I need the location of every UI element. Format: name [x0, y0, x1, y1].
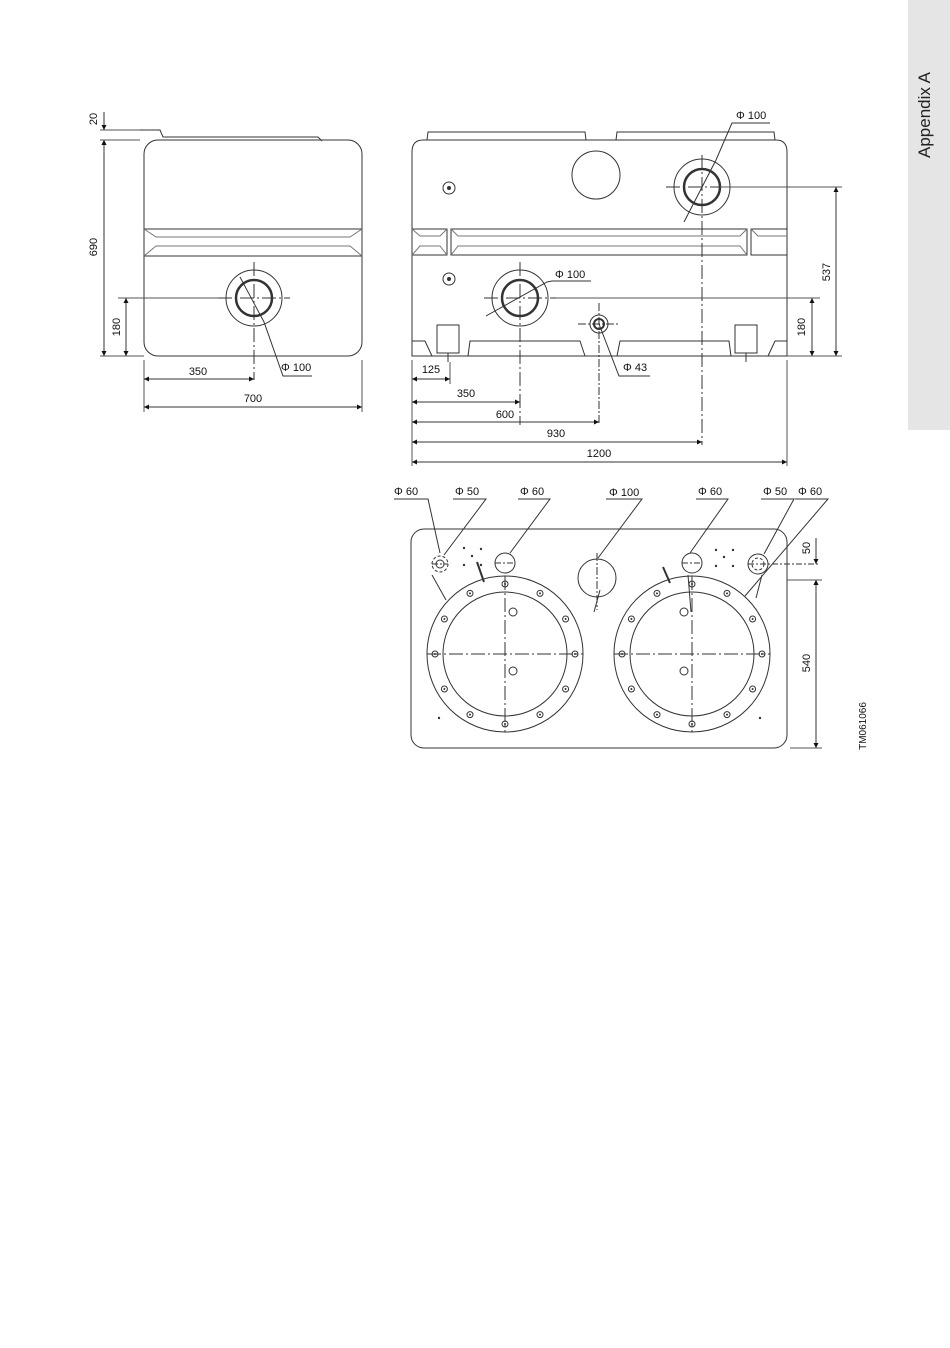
top-view-dots: [438, 547, 761, 719]
front-view: [412, 123, 842, 466]
front-foot-right: [735, 325, 757, 353]
top-left-tank-hole-b: [509, 667, 517, 675]
top-label-phi60-d: Φ 60: [798, 486, 823, 498]
top-label-phi100: Φ 100: [609, 487, 640, 499]
front-band-right: [751, 229, 787, 255]
appendix-label: Appendix A: [915, 71, 934, 159]
front-small-inlet-diameter: Φ 43: [623, 362, 648, 374]
side-dim-height: 690: [88, 237, 100, 257]
side-dim-inlet-height: 180: [111, 317, 123, 337]
side-view-body: [144, 140, 362, 356]
side-view: [100, 112, 362, 412]
front-dim-vent-height: 537: [821, 262, 833, 282]
top-right-tank-centerline: [614, 576, 770, 732]
side-view-inlet-centerline: [218, 262, 290, 380]
top-label-phi50-b: Φ 50: [763, 486, 788, 498]
front-dim-foot: 125: [421, 364, 441, 376]
front-dim-930: 930: [546, 428, 566, 440]
side-dim-inlet-from-edge: 350: [188, 366, 208, 378]
front-band-left: [412, 229, 447, 255]
side-view-lid: [108, 130, 322, 141]
front-view-blind-cap: [572, 151, 620, 199]
side-view-band: [144, 229, 362, 256]
top-right-tank-hole-a: [680, 608, 688, 616]
front-dim-350: 350: [456, 388, 476, 400]
front-band-middle: [451, 229, 747, 255]
top-label-phi60-c: Φ 60: [698, 486, 723, 498]
top-view-leaders: [394, 499, 828, 596]
top-label-phi60-a: Φ 60: [394, 486, 419, 498]
drawing-code: TM061066: [858, 702, 869, 750]
front-dim-total: 1200: [586, 448, 612, 460]
side-dim-width: 700: [243, 393, 263, 405]
front-vent-diameter: Φ 100: [736, 110, 767, 122]
top-view: [394, 499, 828, 748]
front-dim-inlet-height: 180: [796, 317, 808, 337]
front-dim-600: 600: [495, 409, 515, 421]
front-view-lids: [427, 132, 775, 140]
side-view-band-bevel: [144, 229, 362, 256]
top-label-phi50-a: Φ 50: [455, 486, 480, 498]
top-dim-offset: 50: [801, 541, 813, 555]
front-inlet-diameter: Φ 100: [555, 269, 586, 281]
front-foot-left: [437, 325, 459, 353]
top-left-tank-hole-a: [509, 608, 517, 616]
top-right-tank-hole-b: [680, 667, 688, 675]
top-left-tank-centerline: [427, 576, 583, 732]
top-label-phi60-b: Φ 60: [520, 486, 545, 498]
side-inlet-diameter: Φ 100: [281, 362, 312, 374]
side-dim-top-offset: 20: [88, 112, 100, 126]
top-dim-depth: 540: [801, 653, 813, 673]
front-vent-leader: [684, 123, 770, 222]
